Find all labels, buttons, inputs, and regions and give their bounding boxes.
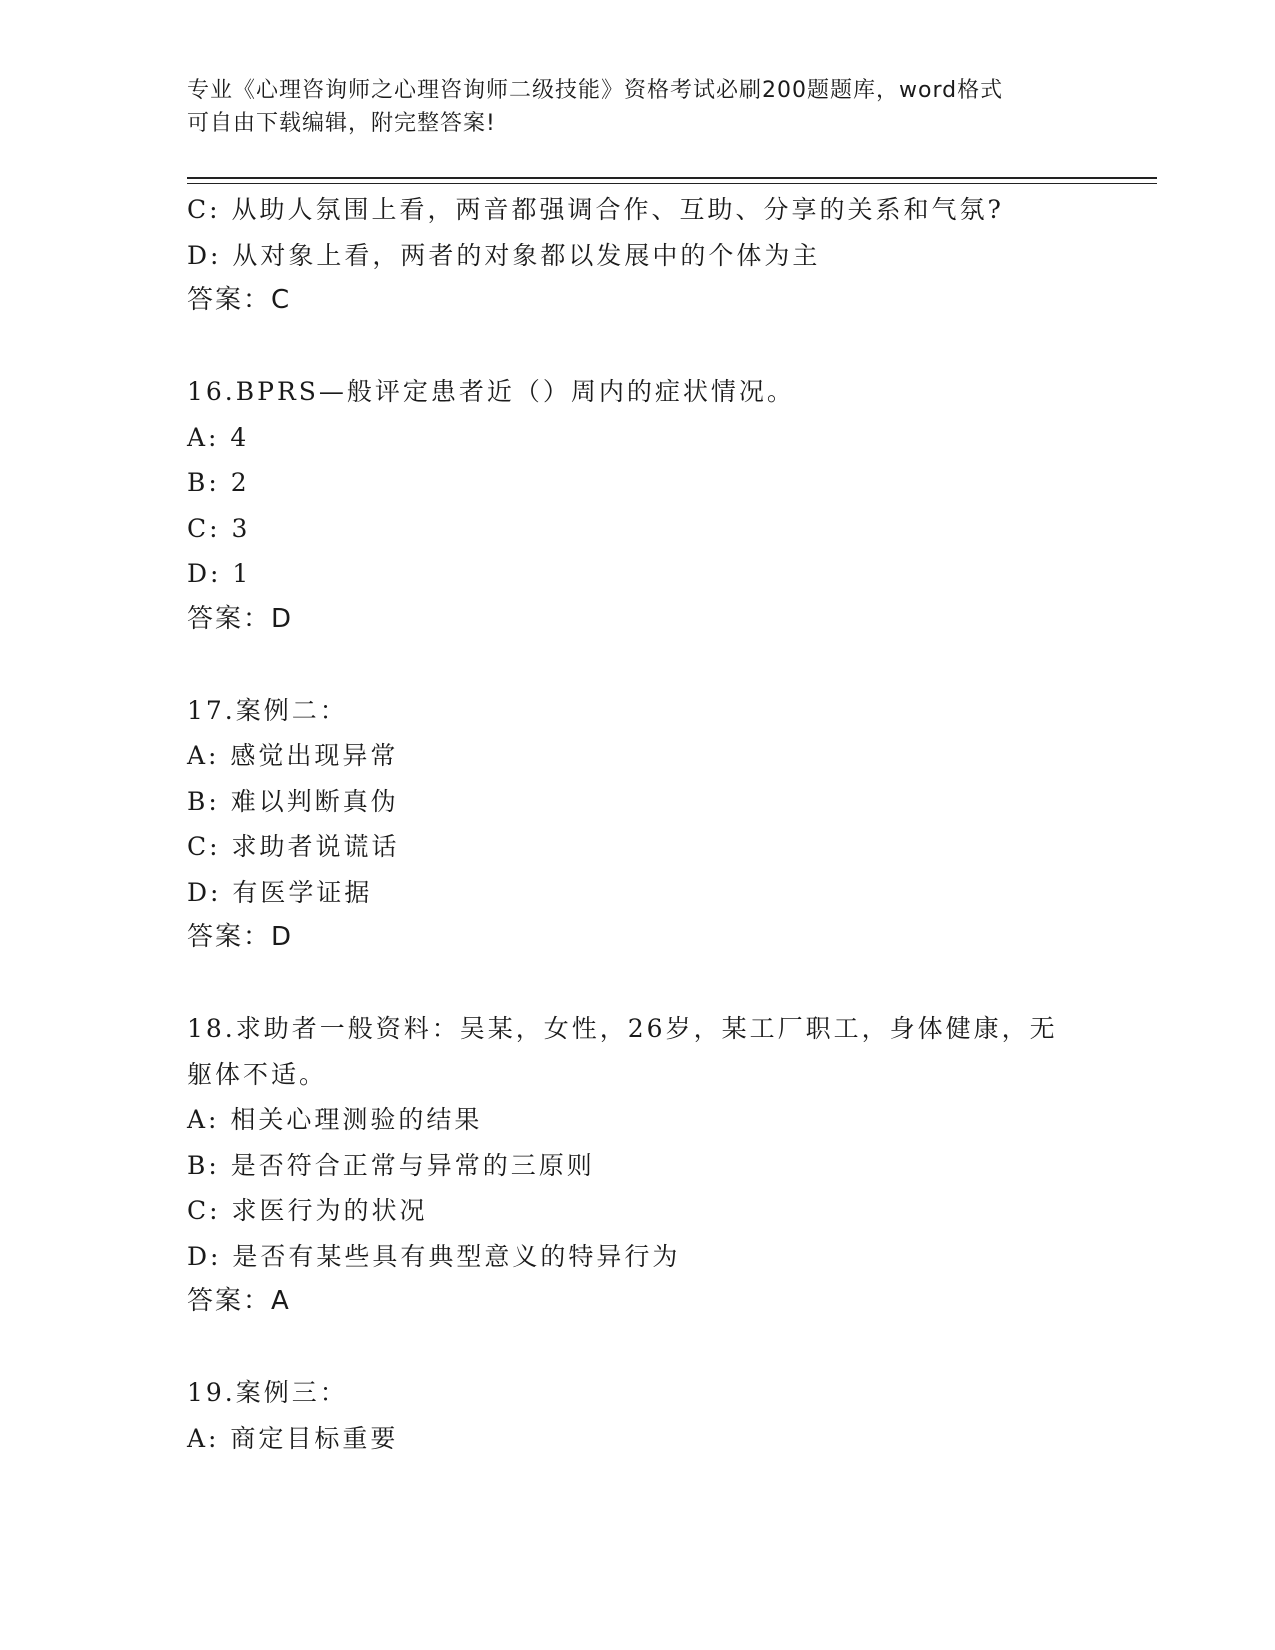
- spacer: [187, 642, 1087, 688]
- document-header: [187, 74, 1087, 140]
- option-c: C: 求助者说谎话: [187, 832, 400, 861]
- option-a: A: 4: [187, 422, 250, 452]
- question-list: [187, 187, 1087, 1461]
- header-divider-thin: [187, 183, 1157, 184]
- question-text: 19.案例三：: [187, 1378, 348, 1407]
- option-c: C: 从助人氛围上看，两音都强调合作、互助、分享的关系和气氛?: [187, 195, 1004, 224]
- answer: 答案：A: [187, 1286, 291, 1316]
- option-d: D: 1: [187, 559, 252, 588]
- answer: 答案：D: [187, 603, 294, 634]
- answer: 答案：D: [187, 922, 294, 952]
- question-18: [187, 1006, 1087, 1325]
- question-16: [187, 369, 1087, 642]
- question-17: [187, 688, 1087, 961]
- option-b: B: 2: [187, 468, 250, 497]
- header-line-1: 专业《心理咨询师之心理咨询师二级技能》资格考试必刷200题题库，word格式: [187, 78, 1004, 103]
- header-line-2: 可自由下载编辑，附完整答案!: [187, 111, 496, 136]
- question-text: 16.BPRS—般评定患者近（）周内的症状情况。: [187, 377, 795, 406]
- spacer: [187, 1325, 1087, 1371]
- spacer: [187, 961, 1087, 1007]
- option-b: B: 难以判断真伪: [187, 786, 399, 816]
- option-a: A: 相关心理测验的结果: [187, 1105, 483, 1134]
- option-b: B: 是否符合正常与异常的三原则: [187, 1150, 595, 1180]
- spacer: [187, 324, 1087, 370]
- option-c: C: 求医行为的状况: [187, 1196, 428, 1225]
- option-a: A: 感觉出现异常: [187, 741, 399, 770]
- option-c: C: 3: [187, 513, 251, 543]
- question-text-line-2: 躯体不适。: [187, 1059, 328, 1089]
- question-text: 17.案例二：: [187, 695, 348, 725]
- answer: 答案：C: [187, 285, 292, 315]
- question-text-line-1: 18.求助者一般资料：吴某，女性，26岁，某工厂职工，身体健康，无: [187, 1014, 1058, 1043]
- question-15-tail: [187, 187, 1087, 324]
- option-a: A: 商定目标重要: [187, 1423, 399, 1453]
- question-19: [187, 1370, 1087, 1461]
- option-d: D: 是否有某些具有典型意义的特异行为: [187, 1241, 681, 1271]
- option-d: D: 从对象上看，两者的对象都以发展中的个体为主: [187, 240, 821, 270]
- header-divider-thick: [187, 177, 1157, 179]
- option-d: D: 有医学证据: [187, 877, 373, 907]
